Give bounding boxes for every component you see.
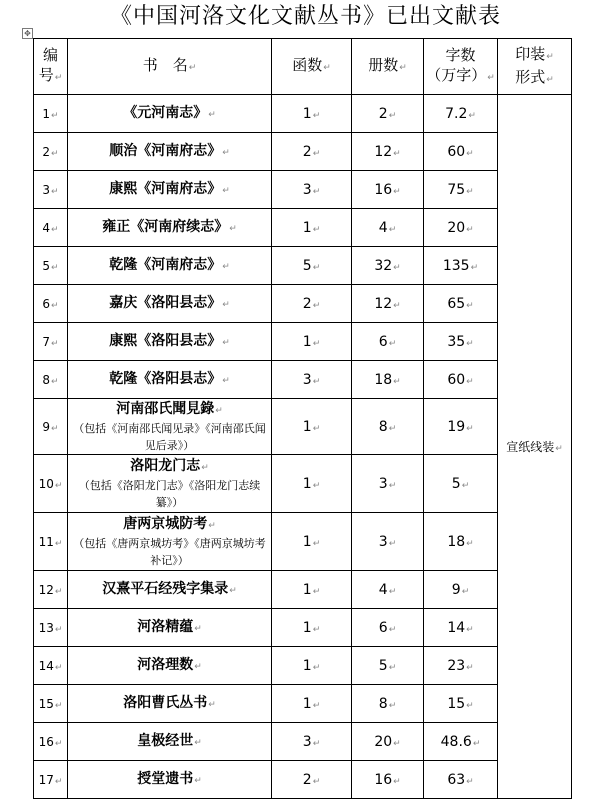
char-count: 48.6↵ — [424, 723, 498, 761]
book-name: 乾隆《河南府志》↵ — [68, 247, 272, 285]
case-count: 1↵ — [272, 609, 352, 647]
case-count: 2↵ — [272, 133, 352, 171]
header-cases: 函数↵ — [272, 39, 352, 95]
table-row — [34, 513, 572, 571]
volume-count: 3↵ — [352, 513, 424, 571]
book-name: 顺治《河南府志》↵ — [68, 133, 272, 171]
char-count: 9↵ — [424, 571, 498, 609]
book-name: 河南邵氏聞見錄↵ （包括《河南邵氏闻见录》《河南邵氏闻见后录》） — [68, 399, 272, 455]
table-header-row — [34, 39, 572, 95]
table-row — [34, 685, 572, 723]
volume-count: 3↵ — [352, 455, 424, 513]
book-name: 《元河南志》↵ — [68, 95, 272, 133]
row-number: 11↵ — [34, 513, 68, 571]
table-row — [34, 723, 572, 761]
volume-count: 32↵ — [352, 247, 424, 285]
book-name: 康熙《河南府志》↵ — [68, 171, 272, 209]
book-name: 雍正《河南府续志》↵ — [68, 209, 272, 247]
volume-count: 12↵ — [352, 285, 424, 323]
header-binding: 印装↵ 形式↵ — [498, 39, 572, 95]
table-row — [34, 171, 572, 209]
table-row — [34, 647, 572, 685]
table-row — [34, 761, 572, 799]
char-count: 18↵ — [424, 513, 498, 571]
book-name: 皇极经世↵ — [68, 723, 272, 761]
table-row — [34, 455, 572, 513]
case-count: 1↵ — [272, 455, 352, 513]
book-name: 洛阳曹氏丛书↵ — [68, 685, 272, 723]
row-number: 2↵ — [34, 133, 68, 171]
case-count: 5↵ — [272, 247, 352, 285]
row-number: 14↵ — [34, 647, 68, 685]
row-number: 7↵ — [34, 323, 68, 361]
case-count: 1↵ — [272, 95, 352, 133]
case-count: 3↵ — [272, 171, 352, 209]
table-row — [34, 361, 572, 399]
char-count: 23↵ — [424, 647, 498, 685]
table-row — [34, 399, 572, 455]
row-number: 13↵ — [34, 609, 68, 647]
volume-count: 18↵ — [352, 361, 424, 399]
book-name: 河洛理数↵ — [68, 647, 272, 685]
volume-count: 6↵ — [352, 609, 424, 647]
char-count: 7.2↵ — [424, 95, 498, 133]
book-name: 唐两京城防考↵ （包括《唐两京城坊考》《唐两京城坊考补记》） — [68, 513, 272, 571]
case-count: 1↵ — [272, 513, 352, 571]
book-name: 康熙《洛阳县志》↵ — [68, 323, 272, 361]
table-row — [34, 95, 572, 133]
volume-count: 4↵ — [352, 571, 424, 609]
char-count: 63↵ — [424, 761, 498, 799]
case-count: 3↵ — [272, 723, 352, 761]
char-count: 60↵ — [424, 361, 498, 399]
volume-count: 16↵ — [352, 761, 424, 799]
row-number: 5↵ — [34, 247, 68, 285]
row-number: 1↵ — [34, 95, 68, 133]
book-name-note: （包括《唐两京城坊考》《唐两京城坊考补记》） — [73, 536, 266, 567]
char-count: 14↵ — [424, 609, 498, 647]
volume-count: 2↵ — [352, 95, 424, 133]
volume-count: 8↵ — [352, 685, 424, 723]
row-number: 8↵ — [34, 361, 68, 399]
volume-count: 4↵ — [352, 209, 424, 247]
volume-count: 16↵ — [352, 171, 424, 209]
row-number: 15↵ — [34, 685, 68, 723]
book-name: 授堂遗书↵ — [68, 761, 272, 799]
case-count: 3↵ — [272, 361, 352, 399]
row-number: 17↵ — [34, 761, 68, 799]
case-count: 1↵ — [272, 399, 352, 455]
row-number: 4↵ — [34, 209, 68, 247]
book-name: 乾隆《洛阳县志》↵ — [68, 361, 272, 399]
row-number: 12↵ — [34, 571, 68, 609]
char-count: 65↵ — [424, 285, 498, 323]
table-row — [34, 609, 572, 647]
volume-count: 5↵ — [352, 647, 424, 685]
row-number: 10↵ — [34, 455, 68, 513]
char-count: 135↵ — [424, 247, 498, 285]
book-name: 河洛精蕴↵ — [68, 609, 272, 647]
row-number: 6↵ — [34, 285, 68, 323]
char-count: 15↵ — [424, 685, 498, 723]
case-count: 1↵ — [272, 209, 352, 247]
char-count: 75↵ — [424, 171, 498, 209]
char-count: 35↵ — [424, 323, 498, 361]
case-count: 2↵ — [272, 285, 352, 323]
table-row — [34, 209, 572, 247]
table-row — [34, 285, 572, 323]
case-count: 2↵ — [272, 761, 352, 799]
header-char-count: 字数 （万字）↵ — [424, 39, 498, 95]
book-name-note: （包括《河南邵氏闻见录》《河南邵氏闻见后录》） — [73, 421, 266, 452]
table-row — [34, 571, 572, 609]
row-number: 9↵ — [34, 399, 68, 455]
case-count: 1↵ — [272, 685, 352, 723]
case-count: 1↵ — [272, 571, 352, 609]
row-number: 3↵ — [34, 171, 68, 209]
book-name: 汉熹平石经残字集录↵ — [68, 571, 272, 609]
volume-count: 8↵ — [352, 399, 424, 455]
char-count: 5↵ — [424, 455, 498, 513]
char-count: 20↵ — [424, 209, 498, 247]
char-count: 60↵ — [424, 133, 498, 171]
header-book-name: 书 名↵ — [68, 39, 272, 95]
table-row — [34, 247, 572, 285]
document-title: 《中国河洛文化文献丛书》已出文献表 — [109, 4, 501, 29]
char-count: 19↵ — [424, 399, 498, 455]
table-move-handle-icon[interactable]: ✥ — [22, 28, 33, 39]
book-name: 洛阳龙门志↵ （包括《洛阳龙门志》《洛阳龙门志续纂》） — [68, 455, 272, 513]
case-count: 1↵ — [272, 323, 352, 361]
table-row — [34, 133, 572, 171]
book-name: 嘉庆《洛阳县志》↵ — [68, 285, 272, 323]
binding-form: 宣纸线装↵ — [498, 95, 572, 799]
case-count: 1↵ — [272, 647, 352, 685]
published-documents-table — [33, 38, 572, 799]
volume-count: 6↵ — [352, 323, 424, 361]
row-number: 16↵ — [34, 723, 68, 761]
table-row — [34, 323, 572, 361]
volume-count: 20↵ — [352, 723, 424, 761]
volume-count: 12↵ — [352, 133, 424, 171]
header-volumes: 册数↵ — [352, 39, 424, 95]
book-name-note: （包括《洛阳龙门志》《洛阳龙门志续纂》） — [78, 478, 261, 509]
header-number: 编 号↵ — [34, 39, 68, 95]
